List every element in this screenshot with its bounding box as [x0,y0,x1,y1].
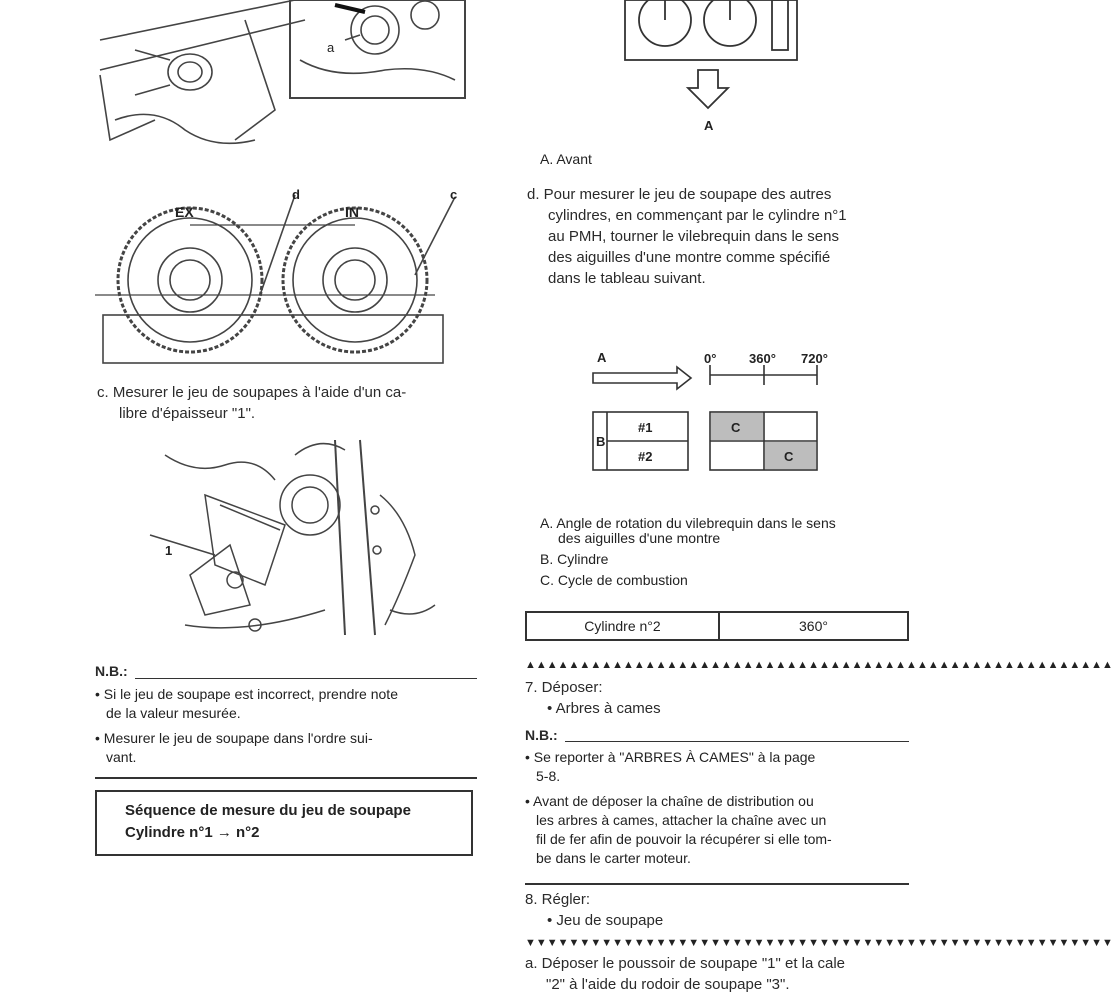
legend-a-avant: A. Avant [540,151,592,167]
spec-table-cylinder: Cylindre n°2 [527,613,720,639]
step-8 [525,889,915,931]
chart-cyl-2: #2 [638,449,653,464]
spec-table [525,611,909,641]
cylinder-head-front-figure [620,0,810,140]
nb-bullet-left-2-line2: vant. [106,749,137,765]
chart-tick-720: 720° [801,351,828,366]
step-a-line2: "2" à l'aide du rodoir de soupape "3". [546,976,790,993]
legend-a-line2: des aiguilles d'une montre [558,530,721,546]
legend-b: B. Cylindre [540,551,609,567]
chart-tick-360: 360° [749,351,776,366]
chart-label-a: A [597,350,607,365]
nb-bullet-right-2 [525,792,915,868]
nb-bullet-right-2-line1: • Avant de déposer la chaîne de distribution ou [525,793,814,809]
nb-bullet-right-2-line4: be dans le carter moteur. [536,850,691,866]
fig2-label-d: d [292,187,300,202]
legend-a-line1: A. Angle de rotation du vilebrequin dans le sens [540,515,836,531]
step-a-line1: a. Déposer le poussoir de soupape "1" et la cale [525,955,846,972]
step-7-item: • Arbres à cames [547,700,661,717]
crank-rotation-chart [585,345,845,480]
fig2-label-ex: EX [175,204,194,220]
nb-bullet-right-2-line2: les arbres à cames, attacher la chaîne avec un [536,812,827,828]
step-d-line2: cylindres, en commençant par le cylindre n°1 [548,207,847,224]
nb-bullet-right-1-line2: 5-8. [536,768,561,784]
camshaft-sprocket-figure [95,185,475,365]
chart-label-b: B [596,434,606,449]
step-c [97,382,487,424]
chart-cyl-1: #1 [638,420,653,435]
step-7 [525,677,915,719]
step-8-title: 8. Régler: [525,891,591,908]
fig3-label-1: 1 [165,543,173,558]
fig-top-label-a: A [704,118,714,133]
sequence-box-title: Séquence de mesure du jeu de soupape [125,802,411,819]
nb-label-left: N.B.: [95,663,128,679]
step-a [525,953,925,995]
fig2-label-in: IN [345,204,359,220]
sequence-box-line2: Cylindre n°1 → n°2 [125,824,260,841]
legend-c: C. Cycle de combustion [540,572,688,588]
chart-cycle-c-2: C [784,449,794,464]
nb-bullet-right-1 [525,748,915,786]
nb-end-rule-left [95,777,477,779]
triangle-divider-top: ▲▲▲▲▲▲▲▲▲▲▲▲▲▲▲▲▲▲▲▲▲▲▲▲▲▲▲▲▲▲▲▲▲▲▲▲▲▲▲▲▲▲▲▲▲▲▲▲▲▲▲▲▲▲ [525,659,1113,671]
fig1-label-a: a [327,40,335,55]
nb-bullet-left-1-line1: • Si le jeu de soupape est incorrect, prendre note [95,686,398,702]
nb-bullet-right-2-line3: fil de fer afin de pouvoir la récupérer si elle tom- [536,831,832,847]
nb-bullet-left-1-line2: de la valeur mesurée. [106,705,241,721]
chart-tick-0: 0° [704,351,717,366]
engine-figure-top [95,0,475,150]
step-d [527,184,927,289]
step-c-line1: c. Mesurer le jeu de soupapes à l'aide d'un ca- [97,384,407,401]
chart-legend [540,514,920,590]
nb-rule-right [565,741,909,742]
feeler-gauge-figure [145,435,445,645]
step-d-line4: des aiguilles d'une montre comme spécifié [548,249,831,266]
step-7-title: 7. Déposer: [525,679,603,696]
sequence-box [95,790,473,856]
step-8-item: • Jeu de soupape [547,912,664,929]
nb-bullet-right-1-line1: • Se reporter à "ARBRES À CAMES" à la page [525,749,816,765]
nb-bullet-left-2 [95,729,485,767]
nb-label-right: N.B.: [525,727,558,743]
step-d-line1: d. Pour mesurer le jeu de soupape des autres [527,186,832,203]
step-d-line3: au PMH, tourner le vilebrequin dans le sens [548,228,839,245]
nb-rule-left [135,678,477,679]
nb-bullet-left-2-line1: • Mesurer le jeu de soupape dans l'ordre sui- [95,730,373,746]
chart-cycle-c-1: C [731,420,741,435]
triangle-divider-bottom: ▼▼▼▼▼▼▼▼▼▼▼▼▼▼▼▼▼▼▼▼▼▼▼▼▼▼▼▼▼▼▼▼▼▼▼▼▼▼▼▼▼▼▼▼▼▼▼▼▼▼▼▼▼▼ [525,937,1113,949]
step-c-line2: libre d'épaisseur "1". [119,405,256,422]
nb-bullet-left-1 [95,685,485,723]
nb-end-rule-right [525,883,909,885]
step-d-line5: dans le tableau suivant. [548,270,706,287]
fig2-label-c: c [450,187,458,202]
spec-table-angle: 360° [799,618,828,634]
